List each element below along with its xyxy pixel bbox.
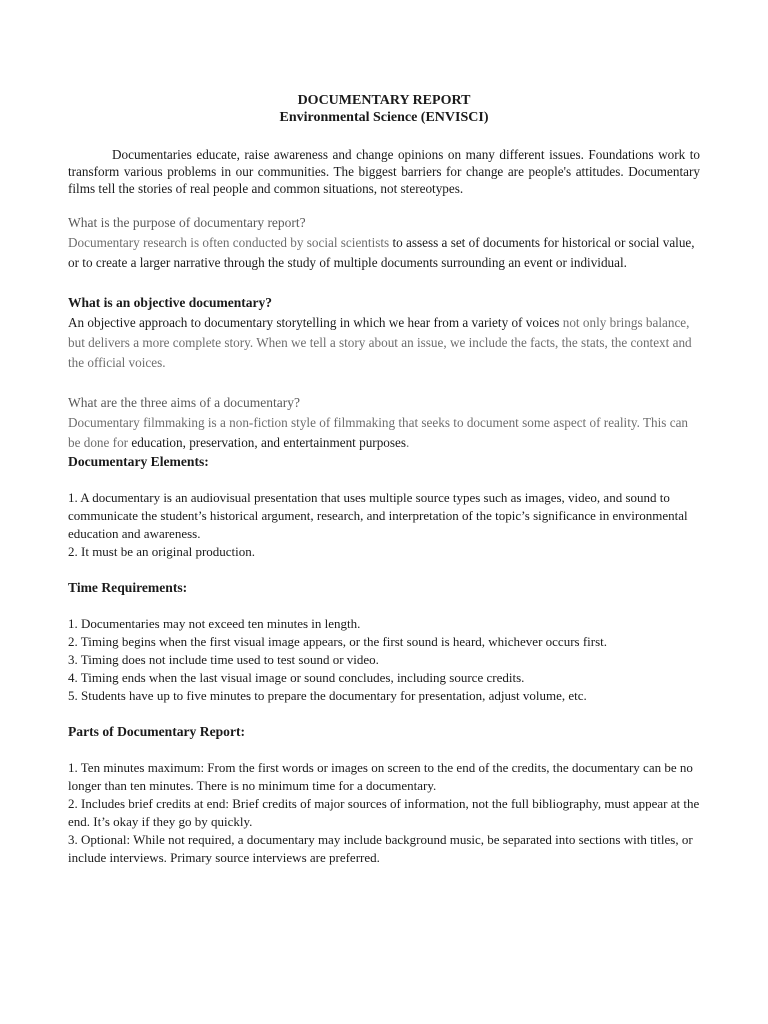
elements-heading: Documentary Elements: [68, 454, 209, 469]
list-item: 3. Optional: While not required, a documentary may include background music, be separated into sections with titles, or include interviews. Primary source interviews are preferred. [68, 832, 693, 865]
list-item: 5. Students have up to five minutes to prepare the documentary for presentation, adjust volume, etc. [68, 688, 587, 703]
parts-list [68, 759, 700, 867]
answer-purpose-dark: to assess a set of documents for historical or social value, or to create a larger narrative through the study of multiple documents surrounding an event or individual. [68, 235, 695, 270]
answer-aims-end: . [406, 435, 410, 450]
answer-objective [68, 313, 700, 373]
answer-aims-dark: education, preservation, and entertainment purposes [131, 435, 407, 450]
parts-heading: Parts of Documentary Report: [68, 724, 246, 739]
question-purpose: What is the purpose of documentary report? [68, 215, 306, 230]
time-requirements-list [68, 615, 700, 705]
document-page [68, 92, 700, 885]
list-item: 1. A documentary is an audiovisual presentation that uses multiple source types such as images, video, and sound to communicate the student’s historical argument, research, and interpretation of the topic’s significance in environmental education and awareness. [68, 490, 688, 541]
time-requirements-heading: Time Requirements: [68, 580, 188, 595]
list-item: 1. Ten minutes maximum: From the first words or images on screen to the end of the credits, the documentary can be no longer than ten minutes. There is no minimum time for a documentary. [68, 760, 693, 793]
answer-aims [68, 413, 700, 453]
question-aims: What are the three aims of a documentary? [68, 395, 301, 410]
document-title: DOCUMENTARY REPORT [297, 93, 471, 108]
answer-purpose [68, 233, 700, 273]
list-item: 2. Timing begins when the first visual image appears, or the first sound is heard, whichever occurs first. [68, 634, 608, 649]
elements-list [68, 489, 700, 561]
list-item: 3. Timing does not include time used to test sound or video. [68, 652, 379, 667]
list-item: 1. Documentaries may not exceed ten minutes in length. [68, 616, 361, 631]
answer-objective-dark: An objective approach to documentary storytelling in which we hear from a variety of voices [68, 315, 563, 330]
answer-objective-muted: not only brings balance, but delivers a more complete story. When we tell a story about an issue, we include the facts, the stats, the context and the official voices. [68, 315, 692, 370]
question-objective: What is an objective documentary? [68, 295, 272, 310]
list-item: 2. It must be an original production. [68, 544, 256, 559]
document-subtitle: Environmental Science (ENVISCI) [279, 110, 489, 125]
list-item: 2. Includes brief credits at end: Brief credits of major sources of information, not the full bibliography, must appear at the end. It’s okay if they go by quickly. [68, 796, 700, 829]
answer-purpose-muted: Documentary research is often conducted by social scientists [68, 235, 393, 250]
intro-paragraph: Documentaries educate, raise awareness and change opinions on many different issues. Foundations work to transform various problems in our communities. The biggest barriers for change are people's attitudes. Documentary films tell the stories of real people and common situations, not stereotypes. [68, 147, 700, 196]
answer-aims-muted: Documentary filmmaking is a non-fiction style of filmmaking that seeks to document some aspect of reality. This can be done for [68, 415, 689, 450]
list-item: 4. Timing ends when the last visual image or sound concludes, including source credits. [68, 670, 525, 685]
